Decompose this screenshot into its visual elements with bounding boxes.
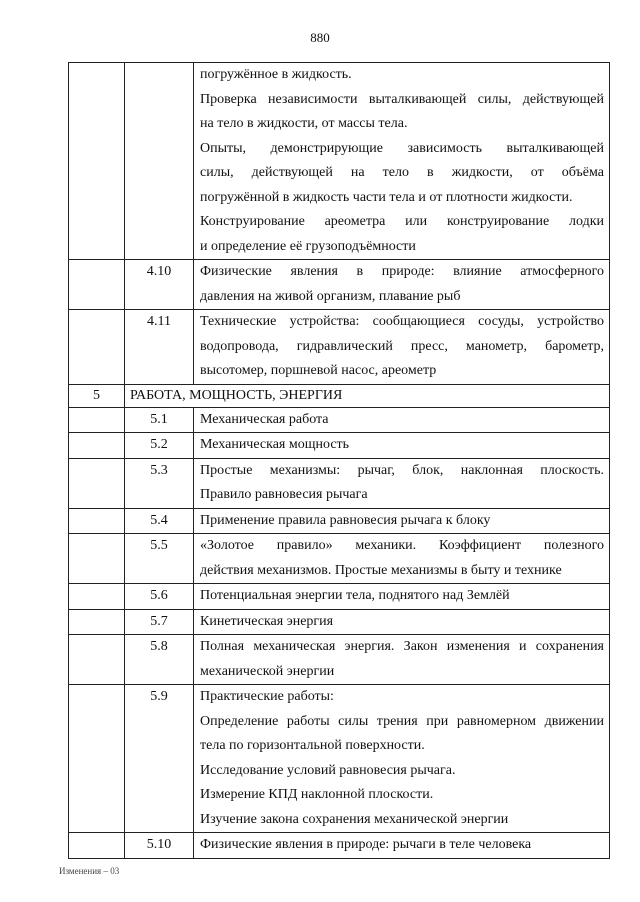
- topic-number: 5.4: [150, 512, 168, 528]
- topic-text-line: «Золотое правило» механики. Коэффициент полезного: [200, 538, 604, 553]
- topic-text-line: водопровода, гидравлический пресс, манометр, барометр,: [200, 338, 604, 354]
- topic-text-line: Физические явления в природе: рычаги в теле человека: [200, 837, 532, 852]
- topic-number-cell: [125, 534, 194, 584]
- topic-text-line: погружённое в жидкость.: [200, 67, 352, 82]
- topic-text-cell: [194, 584, 610, 610]
- topic-text-line: на тело в жидкости, от массы тела.: [200, 116, 408, 131]
- section-number-cell: [69, 260, 125, 310]
- section-number-cell: [69, 63, 125, 260]
- topic-text-line: Кинетическая энергия: [200, 613, 334, 629]
- topic-text-line: Правило равновесия рычага: [200, 487, 368, 502]
- topic-text-line: Исследование условий равновесия рычага.: [200, 762, 456, 778]
- topic-number-cell: [125, 407, 194, 433]
- section-number-cell: [69, 384, 125, 407]
- topic-text-cell: [194, 260, 610, 310]
- topic-number-cell: [125, 310, 194, 385]
- topic-number-cell: [125, 584, 194, 610]
- topic-number-cell: [125, 63, 194, 260]
- section-number-cell: [69, 833, 125, 859]
- topic-text-cell: [194, 433, 610, 459]
- table-row: [69, 609, 610, 635]
- table-row: [69, 407, 610, 433]
- topic-number-cell: [125, 508, 194, 534]
- topic-text-line: и определение её грузоподъёмности: [200, 238, 416, 254]
- topic-text-line: давления на живой организм, плавание рыб: [200, 288, 461, 304]
- table-body: [69, 63, 610, 859]
- topic-number: 5.8: [150, 639, 168, 654]
- table-row: [69, 584, 610, 610]
- section-title-cell: [125, 384, 610, 407]
- section-number-cell: [69, 407, 125, 433]
- topic-number: 5.1: [150, 411, 168, 427]
- table-row: [69, 685, 610, 833]
- topic-number: 5.7: [150, 613, 168, 629]
- topic-text-line: погружённой в жидкость части тела и от плотности жидкости.: [200, 189, 573, 205]
- topic-text-line: Практические работы:: [200, 689, 334, 704]
- topic-text-line: Конструирование ареометра или конструирование лодки: [200, 214, 604, 229]
- topic-number: [125, 63, 193, 88]
- table-row: [69, 833, 610, 859]
- topic-text-cell: [194, 833, 610, 859]
- topic-text-line: Полная механическая энергия. Закон изменения и сохранения: [200, 639, 604, 654]
- topic-number-cell: [125, 685, 194, 833]
- table-row: [69, 63, 610, 260]
- revision-footer: Изменения – 03: [59, 866, 120, 876]
- table-row: [69, 635, 610, 685]
- topic-number: 4.10: [146, 264, 172, 279]
- section-number-cell: [69, 609, 125, 635]
- section-number-cell: [69, 433, 125, 459]
- topic-text-cell: [194, 685, 610, 833]
- topic-text-line: Изучение закона сохранения механической энергии: [200, 811, 509, 827]
- topic-number-cell: [125, 458, 194, 508]
- topic-text-line: действия механизмов. Простые механизмы в быту и технике: [200, 562, 562, 578]
- section-number-cell: [69, 685, 125, 833]
- table-row: [69, 534, 610, 584]
- topic-number: 5.3: [150, 462, 168, 478]
- topic-text-cell: [194, 609, 610, 635]
- page-number: 880: [310, 30, 330, 45]
- section-number-cell: [69, 310, 125, 385]
- section-number-cell: [69, 508, 125, 534]
- topic-text-cell: [194, 458, 610, 508]
- table-row: [69, 508, 610, 534]
- topic-text-line: Проверка независимости выталкивающей силы, действующей: [200, 91, 604, 107]
- section-number-cell: [69, 635, 125, 685]
- table-row: [69, 433, 610, 459]
- table-row: [69, 260, 610, 310]
- topic-text-line: силы, действующей на тело в жидкости, от объёма: [200, 165, 604, 180]
- topic-text-line: Механическая работа: [200, 411, 329, 427]
- topic-number-cell: [125, 433, 194, 459]
- topic-text-cell: [194, 635, 610, 685]
- section-number-cell: [69, 458, 125, 508]
- table-row: [69, 458, 610, 508]
- topic-text-cell: [194, 407, 610, 433]
- curriculum-table: [68, 62, 610, 859]
- section-number: 5: [93, 387, 100, 403]
- table-row: [69, 310, 610, 385]
- topic-number-cell: [125, 833, 194, 859]
- topic-text-line: механической энергии: [200, 663, 335, 679]
- topic-number: 5.2: [150, 437, 168, 452]
- topic-text-line: Физические явления в природе: влияние атмосферного: [200, 264, 604, 279]
- topic-text-line: Технические устройства: сообщающиеся сосуды, устройство: [200, 314, 604, 329]
- section-number-cell: [69, 584, 125, 610]
- topic-text-line: Механическая мощность: [200, 437, 350, 452]
- topic-number: 5.9: [150, 689, 168, 704]
- topic-text-line: Потенциальная энергии тела, поднятого над Землёй: [200, 588, 510, 603]
- topic-text-cell: [194, 310, 610, 385]
- topic-number: 4.11: [147, 314, 171, 329]
- topic-text-cell: [194, 534, 610, 584]
- topic-number: 5.5: [150, 538, 168, 553]
- topic-text-line: Опыты, демонстрирующие зависимость выталкивающей: [200, 140, 604, 156]
- topic-text-line: Определение работы силы трения при равномерном движении: [200, 713, 604, 729]
- topic-text-line: тела по горизонтальной поверхности.: [200, 738, 425, 753]
- topic-number-cell: [125, 635, 194, 685]
- topic-text-line: Применение правила равновесия рычага к блоку: [200, 512, 491, 528]
- topic-number-cell: [125, 609, 194, 635]
- topic-text-line: Измерение КПД наклонной плоскости.: [200, 787, 434, 802]
- section-title: РАБОТА, МОЩНОСТЬ, ЭНЕРГИЯ: [130, 387, 343, 403]
- topic-text-line: высотомер, поршневой насос, ареометр: [200, 363, 437, 378]
- topic-text-cell: [194, 508, 610, 534]
- topic-number: 5.10: [146, 837, 172, 852]
- topic-text-line: Простые механизмы: рычаг, блок, наклонная плоскость.: [200, 462, 604, 478]
- section-header-row: [69, 384, 610, 407]
- topic-number: 5.6: [150, 588, 168, 603]
- topic-number-cell: [125, 260, 194, 310]
- section-number-cell: [69, 534, 125, 584]
- topic-text-cell: [194, 63, 610, 260]
